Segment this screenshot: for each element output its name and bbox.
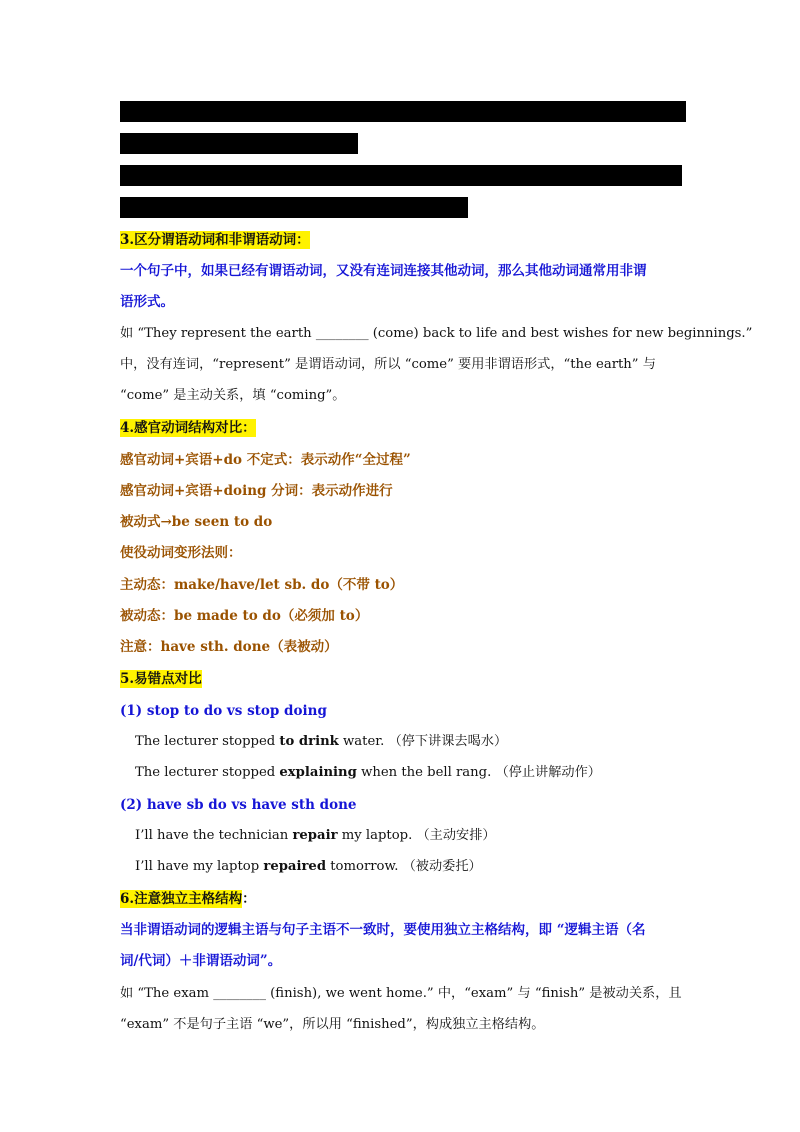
section-5-heading: 5.易错点对比	[120, 671, 202, 687]
section-4-item: 被动态：be made to do（必须加 to）	[120, 608, 369, 624]
section-4-heading: 4.感官动词结构对比：	[120, 420, 256, 436]
section-6-rule-line1: 当非谓语动词的逻辑主语与句子主语不一致时，要使用独立主格结构，即 “逻辑主语（名	[120, 922, 646, 938]
redacted-line-4	[120, 197, 468, 218]
section-6-example-line1: 如 “The exam ________ (finish), we went home.” 中，“exam” 与 “finish” 是被动关系，且	[120, 986, 682, 1001]
section-5-subheading-1: (1) stop to do vs stop doing	[120, 703, 327, 719]
redacted-line-2	[120, 133, 358, 154]
section-4-item: 主动态：make/have/let sb. do（不带 to）	[120, 577, 404, 593]
section-6-example-line2: “exam” 不是句子主语 “we”，所以用 “finished”，构成独立主格结构。	[120, 1017, 545, 1032]
section-3-heading: 3.区分谓语动词和非谓语动词：	[120, 232, 310, 248]
redacted-line-1	[120, 101, 686, 122]
section-5-example-1a: The lecturer stopped to drink water. （停下讲课去喝水）	[135, 734, 508, 749]
section-3-example-line3: “come” 是主动关系，填 “coming”。	[120, 388, 346, 403]
section-5-example-1b: The lecturer stopped explaining when the bell rang. （停止讲解动作）	[135, 765, 601, 780]
section-3-example-line2: 中，没有连词，“represent” 是谓语动词，所以 “come” 要用非谓语形式，“the earth” 与	[120, 357, 656, 372]
section-3-rule-line1: 一个句子中，如果已经有谓语动词，又没有连词连接其他动词，那么其他动词通常用非谓	[120, 263, 647, 279]
section-6-rule-line2: 词/代词）＋非谓语动词”。	[120, 953, 282, 969]
section-5-example-2a: I’ll have the technician repair my laptop. （主动安排）	[135, 828, 496, 843]
section-5-subheading-2: (2) have sb do vs have sth done	[120, 797, 357, 813]
redacted-line-3	[120, 165, 682, 186]
section-4-item: 使役动词变形法则：	[120, 545, 242, 561]
section-4-item: 注意：have sth. done（表被动）	[120, 639, 338, 655]
section-3-rule-line2: 语形式。	[120, 294, 174, 310]
section-5-example-2b: I’ll have my laptop repaired tomorrow. （被动委托）	[135, 859, 482, 874]
section-3-example-line1: 如 “They represent the earth ________ (come) back to life and best wishes for new beginnings.”	[120, 326, 753, 341]
section-4-item: 感官动词+宾语+do 不定式：表示动作“全过程”	[120, 452, 411, 468]
section-6-heading: 6.注意独立主格结构：	[120, 891, 256, 907]
section-4-item: 感官动词+宾语+doing 分词：表示动作进行	[120, 483, 393, 499]
section-4-item: 被动式→be seen to do	[120, 514, 273, 530]
